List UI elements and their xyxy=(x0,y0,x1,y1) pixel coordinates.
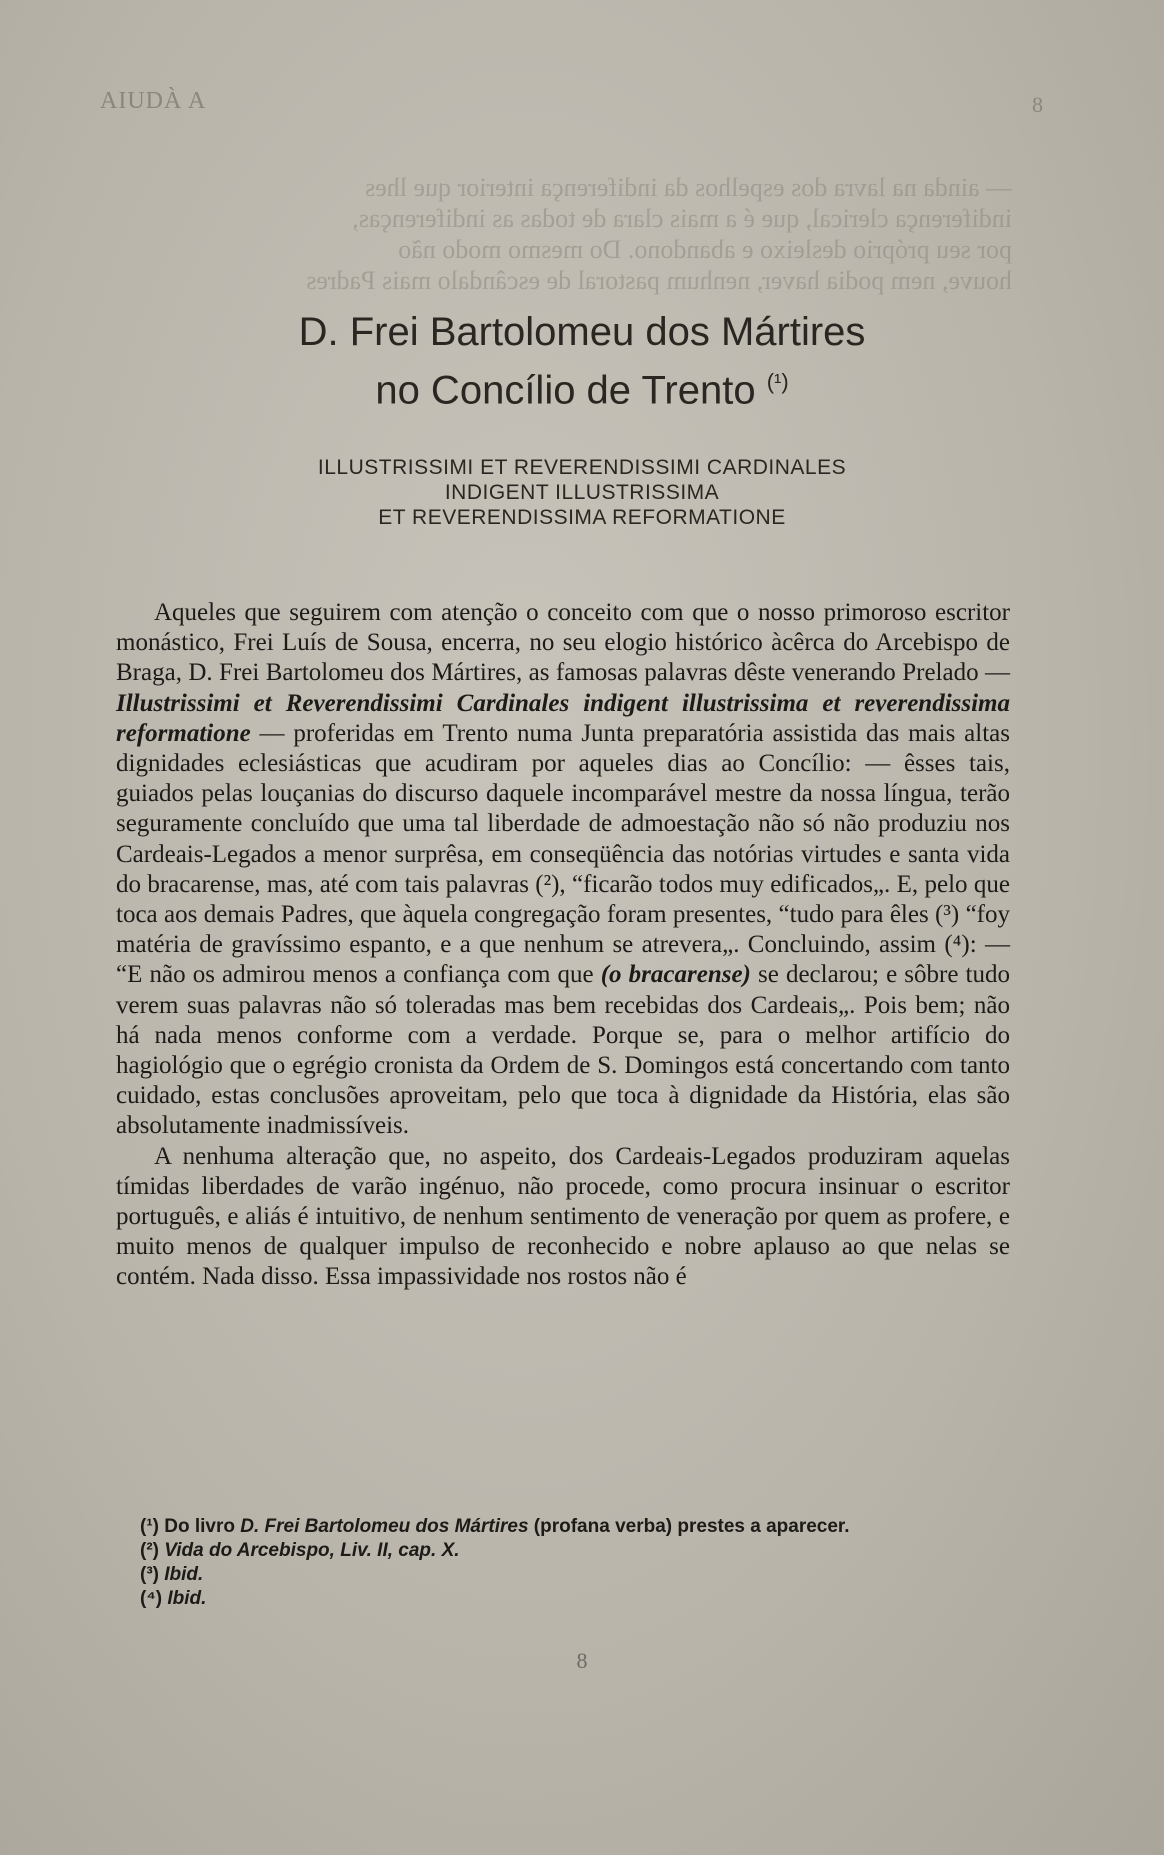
footnote-1-mark: (¹) xyxy=(140,1516,159,1537)
footnote-3-italic: Ibid. xyxy=(164,1564,204,1585)
footnote-4 xyxy=(140,1587,1020,1611)
chapter-title-line-2 xyxy=(0,360,1164,412)
paragraph-2: A nenhuma alteração que, no aspeito, dos Cardeais-Legados produziram aquelas tímidas liberdades de varão ingénuo, não procede, como procura insinuar o escritor português, e aliás é intuitivo, de nenhum sentimento de veneração por quem as profere, e muito menos de qualquer impulso de reconhecido e nobre aplauso ao que nelas se contém. Nada disso. Essa impassividade nos rostos não é xyxy=(116,1142,1010,1291)
chapter-title-note-mark: (¹) xyxy=(766,369,789,394)
footnote-4-mark: (⁴) xyxy=(140,1588,163,1609)
footnote-2-italic: Vida do Arcebispo, Liv. II, cap. X. xyxy=(164,1540,460,1561)
footnote-1-text: Do livro xyxy=(164,1516,241,1537)
paragraph-1-part-2: — proferidas em Trento numa Junta preparatória assistida das mais altas dignidades eclesiásticas que acudiram por aqueles dias ao Concílio: — êsses tais, guiados pelas louçanias do discurso daquele incomparável mestre da nossa língua, terão seguramente concluído que uma tal liberdade de admoestação não só não produziu nos Cardeais-Legados a menor surprêsa, em conseqüência das notórias virtudes e santa vida do bracarense, mas, até com tais palavras (²), “ficarão todos muy edificados„. E, pelo que toca aos demais Padres, que àquela congregação foram presentes, “tudo para êles (³) “foy matéria de gravíssimo espanto, e a que nenhum se atrevera„. Concluindo, assim (⁴): — “E não os admirou menos a confiança com que xyxy=(116,719,1010,989)
body-text xyxy=(116,598,1010,1293)
epigraph-line-1: ILLUSTRISSIMI ET REVERENDISSIMI CARDINALES xyxy=(317,456,847,479)
chapter-title-line-2-text: no Concílio de Trento xyxy=(375,368,756,413)
footnote-2-mark: (²) xyxy=(140,1540,159,1561)
footnote-1-italic: D. Frei Bartolomeu dos Mártires xyxy=(240,1516,529,1537)
footnote-2 xyxy=(140,1539,1020,1563)
footnote-3-mark: (³) xyxy=(140,1564,159,1585)
epigraph-line-3: ET REVERENDISSIMA REFORMATIONE xyxy=(378,506,786,529)
paragraph-1-part-1: Aqueles que seguirem com atenção o conceito com que o nosso primoroso escritor monástico, Frei Luís de Sousa, encerra, no seu elogio histórico àcêrca do Arcebispo de Braga, D. Frei Bartolomeu dos Mártires, as famosas palavras dêste venerando Prelado — xyxy=(116,599,1010,687)
latin-epigraph xyxy=(0,455,1164,530)
running-head xyxy=(100,88,1044,128)
footnote-1 xyxy=(140,1515,1020,1539)
paragraph-1 xyxy=(116,598,1010,1142)
epigraph-line-2: INDIGENT ILLUSTRISSIMA xyxy=(444,481,720,504)
footnotes xyxy=(140,1515,1020,1611)
running-head-page-number: 8 xyxy=(1032,92,1044,117)
paragraph-1-italic-aside: (o bracarense) xyxy=(600,961,751,989)
chapter-title-line-1: D. Frei Bartolomeu dos Mártires xyxy=(298,310,866,354)
paragraph-1-part-3: se declarou; e sôbre tudo verem suas palavras não só toleradas mas bem recebidas dos Cardeais„. Pois bem; não há nada menos conforme com a verdade. Porque se, para o melhor artifício do hagiológio que o egrégio cronista da Ordem de S. Domingos está concertando com tanto cuidado, estas conclusões aproveitam, pelo que toca à dignidade da História, elas são absolutamente inadmissíveis. xyxy=(116,961,1011,1140)
footnote-3 xyxy=(140,1563,1020,1587)
show-through-text: — ainda na lavra dos espelhos da indiferença interior que lhes indiferença clerical, que é a mais clara de todas as indiferenças, por seu próprio desleixo e abandono. Do mesmo modo não houve, nem podia haver, nenhum pastoral de escândalo mais Padres xyxy=(306,173,1012,295)
running-head-title: AIUDÀ A xyxy=(100,88,207,114)
page-mark: 8 xyxy=(576,1648,588,1673)
footnote-1-after: (profana verba) prestes a aparecer. xyxy=(528,1516,850,1537)
paragraph-1-latin-quote: Illustrissimi et Reverendissimi Cardinales indigent illustrissima et reverendissima reformatione xyxy=(116,689,1010,747)
chapter-title xyxy=(0,310,1164,412)
footnote-4-italic: Ibid. xyxy=(167,1588,207,1609)
